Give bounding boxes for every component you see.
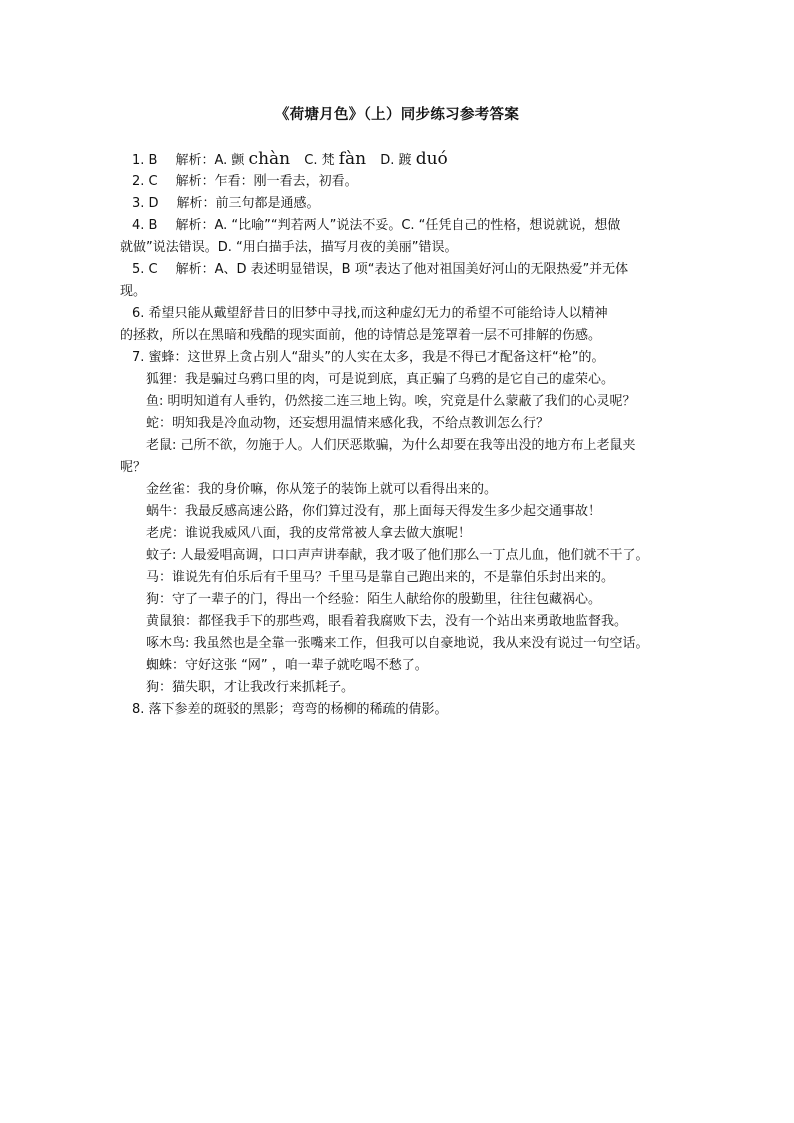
- answer-7-weasel: 黄鼠狼：都怪我手下的那些鸡，眼看着我腐败下去，没有一个站出来勇敢地监督我。: [146, 614, 628, 629]
- answer-body: [120, 147, 676, 721]
- answer-7-fox: 狐狸：我是骗过乌鸦口里的肉，可是说到底，真正骗了乌鸦的是它自己的虚荣心。: [146, 372, 615, 387]
- answer-1-label: 解析：A. 颤: [175, 153, 245, 168]
- answer-1-option-c: C. 梵: [304, 153, 335, 168]
- answer-4-text-1: 解析：A. “比喻”“判若两人”说法不妥。C. “任凭自己的性格，想说就说，想做: [175, 218, 621, 233]
- answer-7-dog-2: 狗：猫失职，才让我改行来抓耗子。: [146, 680, 355, 695]
- answer-7-fish: 鱼: 明明知道有人垂钓，仍然接二连三地上钩。唉，究竟是什么蒙蔽了我们的心灵呢？: [146, 394, 636, 409]
- answer-2-number: 2. C: [132, 174, 158, 189]
- answer-5-text-1: 解析：A、D 表述明显错误，B 项“表达了他对祖国美好河山的无限热爱”并无体: [175, 262, 629, 277]
- answer-4-continued: 就做”说法错误。D. “用白描手法，描写月夜的美丽”错误。: [120, 240, 458, 255]
- answer-7-horse: 马：谁说先有伯乐后有千里马？千里马是靠自己跑出来的，不是靠伯乐封出来的。: [146, 570, 615, 585]
- answer-7-dog: 狗：守了一辈子的门，得出一个经验：陌生人献给你的殷勤里，往往包藏祸心。: [146, 592, 602, 607]
- answer-1: [120, 147, 676, 171]
- answer-1-pinyin-1: chàn: [248, 149, 291, 169]
- answer-5-continued: 现。: [120, 284, 147, 299]
- answer-7: 7. 蜜蜂：这世界上贪占别人“甜头”的人实在太多，我是不得已才配备这杆“枪”的。: [132, 350, 605, 365]
- answer-7-tiger: 老虎：谁说我威风八面，我的皮常常被人拿去做大旗呢！: [146, 526, 472, 541]
- answer-7-canary: 金丝雀：我的身价嘛，你从笼子的装饰上就可以看得出来的。: [146, 482, 498, 497]
- answer-2: [120, 171, 676, 193]
- answer-7-mouse-continued: 呢？: [120, 460, 147, 475]
- answer-2-text: 解析：乍看：刚一看去，初看。: [175, 174, 358, 189]
- answer-3-number: 3. D: [132, 196, 159, 211]
- answer-5-number: 5. C: [132, 262, 158, 277]
- answer-6-continued: 的拯救，所以在黑暗和残酷的现实面前，他的诗情总是笼罩着一层不可排解的伤感。: [120, 328, 602, 343]
- answer-8: 8. 落下参差的斑驳的黑影；弯弯的杨柳的稀疏的倩影。: [132, 702, 448, 717]
- answer-7-snail: 蜗牛：我最反感高速公路，你们算过没有，那上面每天得发生多少起交通事故！: [146, 504, 602, 519]
- answer-4-number: 4. B: [132, 218, 158, 233]
- answer-7-woodpecker: 啄木鸟: 我虽然也是全靠一张嘴来工作，但我可以自豪地说，我从来没有说过一句空话。: [146, 636, 649, 651]
- answer-7-mosquito: 蚊子: 人最爱唱高调，口口声声讲奉献，我才吸了他们那么一丁点儿血，他们就不干了。: [146, 548, 649, 563]
- answer-1-pinyin-2: fàn: [338, 149, 367, 169]
- answer-1-pinyin-3: duó: [415, 149, 448, 169]
- answer-3: [120, 193, 676, 215]
- answer-7-mouse: 老鼠: 己所不欲，勿施于人。人们厌恶欺骗，为什么却要在我等出没的地方布上老鼠夹: [146, 438, 636, 453]
- answer-1-number: 1. B: [132, 153, 158, 168]
- answer-7-spider: 蜘蛛：守好这张 “网” ，咱一辈子就吃喝不愁了。: [146, 658, 428, 673]
- answer-6: 6. 希望只能从戴望舒昔日的旧梦中寻找,而这种虚幻无力的希望不可能给诗人以精神: [132, 306, 608, 321]
- answer-4: [120, 215, 676, 237]
- document-title: 《荷塘月色》（上）同步练习参考答案: [274, 106, 520, 123]
- answer-1-option-d: D. 踱: [380, 153, 412, 168]
- answer-3-text: 解析：前三句都是通感。: [176, 196, 320, 211]
- answer-7-snake: 蛇：明知我是冷血动物，还妄想用温情来感化我，不给点教训怎么行？: [146, 416, 550, 431]
- answer-5: [120, 259, 676, 281]
